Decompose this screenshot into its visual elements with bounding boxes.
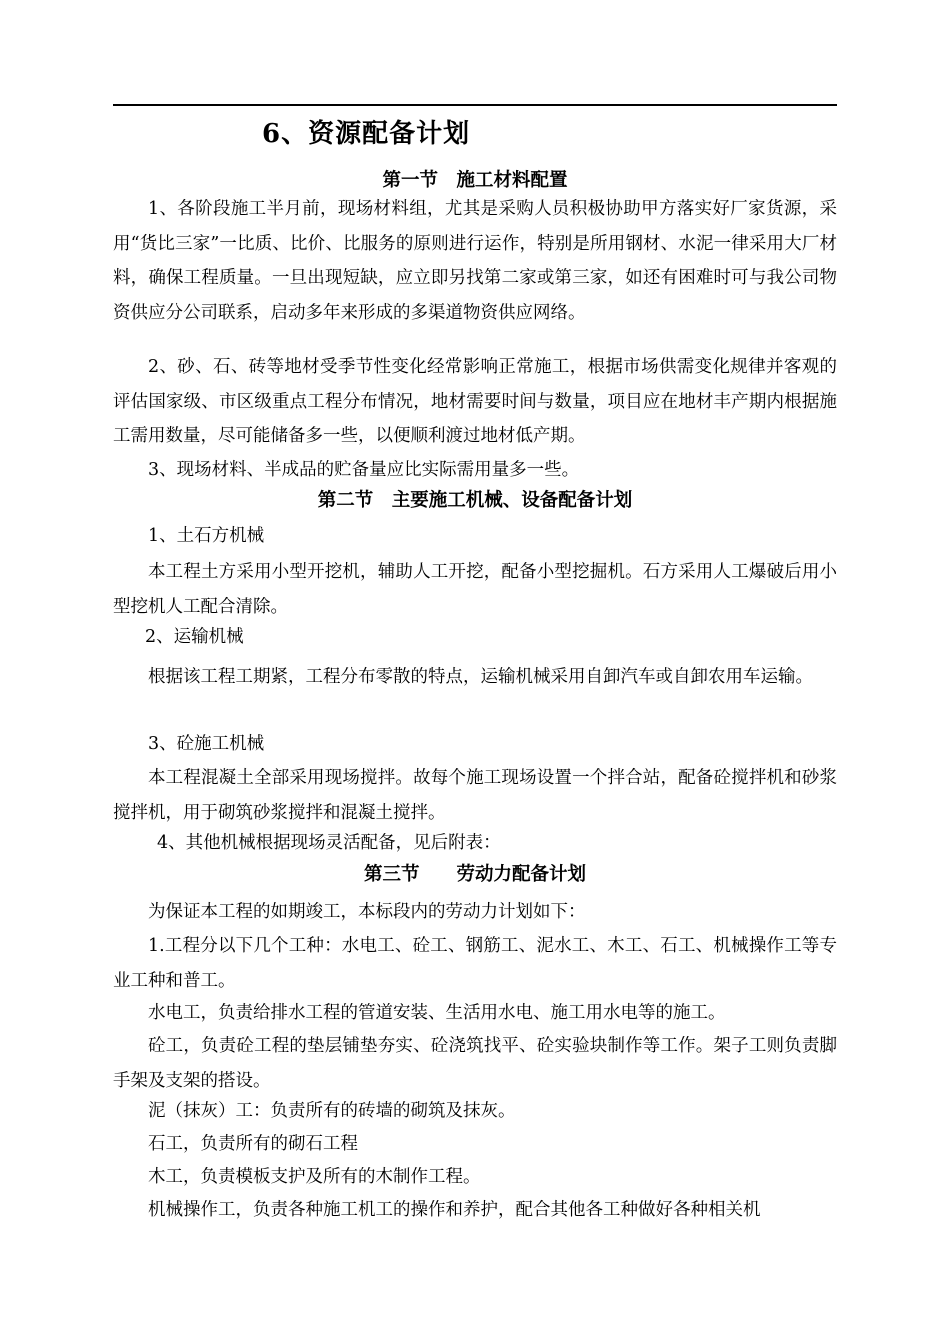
section-3-intro: 为保证本工程的如期竣工，本标段内的劳动力计划如下：: [148, 902, 586, 922]
section-3-paragraph-6: 木工，负责模板支护及所有的木制作工程。: [148, 1167, 481, 1187]
section-1-paragraph-3: 3、现场材料、半成品的贮备量应比实际需用量多一些。: [148, 460, 580, 480]
section-3-paragraph-7: 机械操作工，负责各种施工机工的操作和养护，配合其他各工种做好各种相关机: [148, 1200, 761, 1220]
section-1-heading: 第一节 施工材料配置: [382, 170, 568, 191]
section-2-item-3-text: 本工程混凝土全部采用现场搅拌。故每个施工现场设置一个拌合站，配备砼搅拌机和砂浆搅拌机，用于砌筑砂浆搅拌和混凝土搅拌。: [113, 768, 837, 823]
section-2-item-2-title: 2、运输机械: [145, 627, 244, 647]
section-2-item-4: 4、其他机械根据现场灵活配备，见后附表：: [157, 833, 501, 853]
section-2-item-1-title: 1、土石方机械: [148, 526, 265, 546]
section-2-heading: 第二节 主要施工机械、设备配备计划: [317, 490, 633, 511]
section-2-item-2-text: 根据该工程工期紧，工程分布零散的特点，运输机械采用自卸汽车或自卸农用车运输。: [148, 667, 813, 687]
section-3-paragraph-3: 砼工，负责砼工程的垫层铺垫夯实、砼浇筑找平、砼实验块制作等工作。架子工则负责脚手架及支架的搭设。: [113, 1036, 837, 1091]
page-title: 6、资源配备计划: [262, 119, 471, 149]
section-1-paragraph-2: 2、砂、石、砖等地材受季节性变化经常影响正常施工，根据市场供需变化规律并客观的评估国家级、市区级重点工程分布情况，地材需要时间与数量，项目应在地材丰产期内根据施工需用数量，尽可能储备多一些，以便顺利渡过地材低产期。: [113, 357, 837, 446]
section-3-paragraph-1: 1.工程分以下几个工种：水电工、砼工、钢筋工、泥水工、木工、石工、机械操作工等专业工种和普工。: [113, 936, 837, 991]
section-3-paragraph-4: 泥（抹灰）工：负责所有的砖墙的砌筑及抹灰。: [148, 1101, 516, 1121]
section-2-item-1-text: 本工程土方采用小型开挖机，辅助人工开挖，配备小型挖掘机。石方采用人工爆破后用小型挖机人工配合清除。: [113, 562, 837, 617]
section-3-heading: 第三节 劳动力配备计划: [363, 864, 586, 885]
section-2-item-3-title: 3、砼施工机械: [148, 734, 265, 754]
section-3-paragraph-5: 石工，负责所有的砌石工程: [148, 1134, 358, 1154]
section-1-paragraph-1: 1、各阶段施工半月前，现场材料组，尤其是采购人员积极协助甲方落实好厂家货源，采用“货比三家”一比质、比价、比服务的原则进行运作，特别是所用钢材、水泥一律采用大厂材料，确保工程质量。一旦出现短缺，应立即另找第二家或第三家，如还有困难时可与我公司物资供应分公司联系，启动多年来形成的多渠道物资供应网络。: [113, 199, 837, 323]
section-3-paragraph-2: 水电工，负责给排水工程的管道安装、生活用水电、施工用水电等的施工。: [148, 1003, 726, 1023]
header-rule: [113, 104, 837, 106]
